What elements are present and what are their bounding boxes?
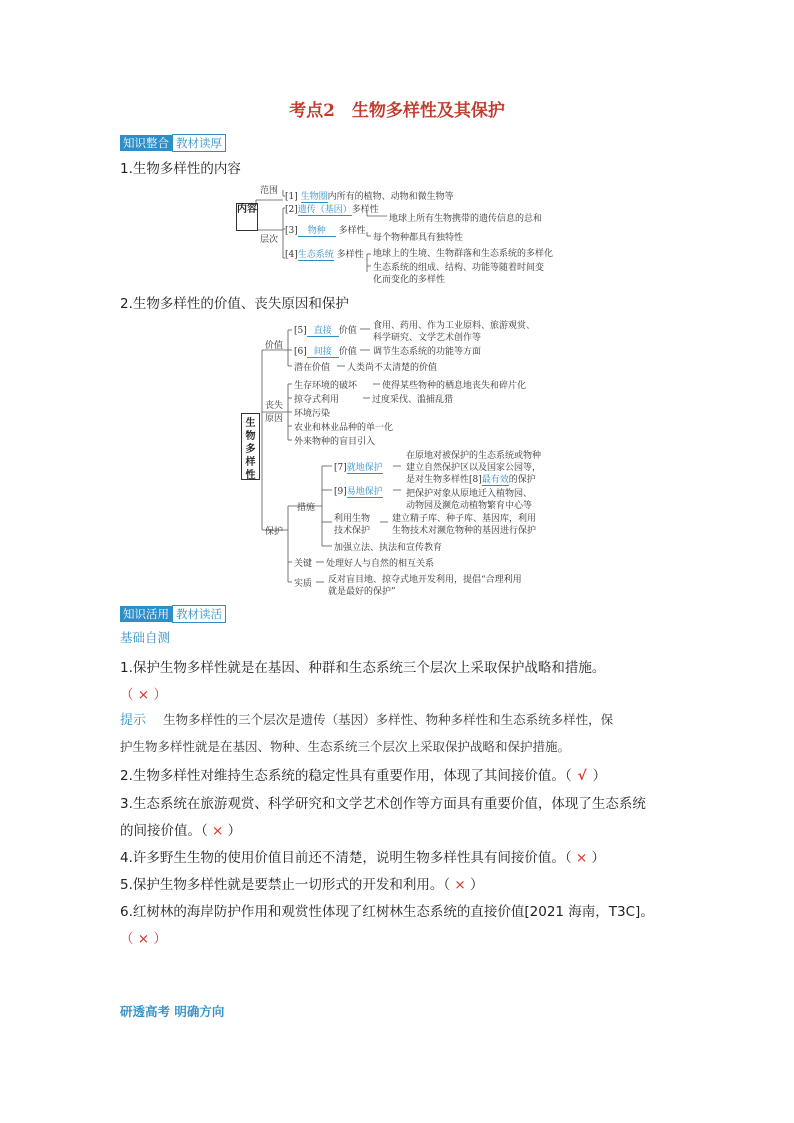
diagram2-value-6-desc: 调节生态系统的功能等方面 (373, 347, 482, 357)
diagram2-protect-label: 保护 (265, 527, 284, 537)
blank-number: [6] (294, 347, 307, 357)
diagram1-desc-4a: 地球上的生境、生物群落和生态系统的多样化 (373, 249, 554, 259)
diagram1-desc-3: 每个物种都具有独特性 (373, 233, 464, 243)
section-heading-value: 2.生物多样性的价值、丧失原因和保护 (120, 296, 349, 312)
diagram1-scope: 范围 (260, 186, 279, 196)
blank-answer: 就地保护 (347, 460, 383, 474)
item-text: 价值 (338, 347, 357, 357)
blank-answer: 生态系统 (298, 247, 334, 261)
diagram2-essence-desc-b: 就是最好的保护” (328, 587, 396, 597)
diagram2-root-label: 生物多样性 (245, 418, 256, 481)
diagram2-value-label: 价值 (265, 341, 284, 351)
check-mark: √ (577, 768, 587, 784)
blank-number: [1] (285, 192, 298, 202)
diagram2-loss-1: 生存环境的破坏 (294, 381, 358, 391)
diagram2-value-5-desc-a: 食用、药用、作为工业原料、旅游观赏、 (373, 321, 536, 331)
tag-primary: 知识整合 (120, 135, 172, 151)
diagram1-item-3 (285, 223, 366, 237)
hint-line-1 (120, 709, 613, 728)
section-heading-content: 1.生物多样性的内容 (120, 161, 241, 177)
question-5: 5.保护生物多样性就是要禁止一切形式的开发和利用。（ × ） (120, 877, 484, 893)
diagram2-measure-9-desc-b: 动物园及濒危动植物繁育中心等 (406, 501, 533, 511)
question-6: 6.红树林的海岸防护作用和观赏性体现了红树林生态系统的直接价值[2021 海南，T3C]。 (120, 904, 654, 920)
question-1-answer: （ × ） (120, 687, 167, 703)
diagram1-desc-4c: 化而变化的多样性 (373, 275, 446, 285)
question-6-answer: （ × ） (120, 931, 167, 947)
blank-answer: 直接 (307, 323, 339, 337)
diagram2-key-desc: 处理好人与自然的相互关系 (326, 559, 435, 569)
diagram2-essence-desc-a: 反对盲目地、掠夺式地开发利用，提倡“合理利用 (328, 575, 522, 585)
diagram2-law: 加强立法、执法和宣传教育 (334, 543, 443, 553)
tag-secondary: 教材读活 (172, 605, 226, 623)
question-2-end: ） (592, 768, 607, 784)
self-test-heading: 基础自测 (120, 630, 171, 645)
diagram2-loss-3: 环境污染 (294, 409, 331, 419)
hint-label: 提示 (120, 713, 147, 728)
diagram2-key: 关键 (294, 559, 313, 569)
item-text: 多样性 (336, 250, 364, 260)
item-text: 多样性 (351, 205, 379, 215)
diagram2-measure-7-desc-b: 建立自然保护区以及国家公园等， (406, 463, 542, 473)
item-text: 多样性 (338, 226, 366, 236)
diagram1-item-2 (285, 202, 379, 216)
page-title: 考点2 生物多样性及其保护 (289, 101, 505, 121)
diagram2-loss-2: 掠夺式利用 (294, 395, 340, 405)
diagram2-root (241, 413, 260, 480)
question-4: 4.许多野生生物的使用价值目前还不清楚，说明生物多样性具有间接价值。（ × ） (120, 850, 606, 866)
diagram1-desc-2: 地球上所有生物携带的遗传信息的总和 (389, 214, 543, 224)
diagram2-bio-desc-b: 生物技术对濒危物种的基因进行保护 (392, 526, 537, 536)
blank-number: [5] (294, 326, 307, 336)
diagram2-measure-7-desc-a: 在原地对被保护的生态系统或物种 (406, 451, 542, 461)
diagram2-essence: 实质 (294, 579, 313, 589)
item-text: 的保护 (508, 475, 536, 485)
blank-answer: 物种 (298, 223, 336, 237)
diagram1-level: 层次 (260, 235, 279, 245)
blank-answer: 易地保护 (347, 484, 383, 498)
diagram1-item-4 (285, 247, 364, 261)
hint-line-2: 护生物多样性就是在基因、物种、生态系统三个层次上采取保护战略和保护措施。 (120, 739, 571, 754)
question-2 (120, 764, 606, 784)
hint-text-1: 生物多样性的三个层次是遗传（基因）多样性、物种多样性和生态系统多样性，保 (163, 712, 614, 727)
blank-answer: 遗传（基因） (298, 202, 352, 216)
blank-number: [2] (285, 205, 298, 215)
diagram2-measure-7 (334, 460, 383, 474)
diagram2-loss-1-desc: 使得某些物种的栖息地丧失和碎片化 (382, 381, 527, 391)
section-tag-apply (120, 603, 226, 623)
blank-number: [9] (334, 487, 347, 497)
diagram2-measure-label: 措施 (297, 503, 316, 513)
question-2-text: 2.生物多样性对维持生态系统的稳定性具有重要作用，体现了其间接价值。（ (120, 768, 572, 784)
item-text: 内所有的植物、动物和微生物等 (327, 192, 454, 202)
diagram2-value-5-desc-b: 科学研究、文学艺术创作等 (373, 333, 482, 343)
diagram2-bio-a: 利用生物 (334, 514, 371, 524)
diagram2-loss-label: 丧失原因 (265, 401, 284, 424)
diagram2-loss-2-desc: 过度采伐、滥捕乱猎 (372, 395, 454, 405)
diagram1-root-label: 内容 (237, 204, 257, 215)
question-1: 1.保护生物多样性就是在基因、种群和生态系统三个层次上采取保护战略和措施。 (120, 660, 606, 676)
item-text: 是对生物多样性[8] (406, 475, 482, 485)
diagram2-bio-b: 技术保护 (334, 526, 371, 536)
diagram1-item-1 (285, 189, 454, 203)
diagram2-measure-9 (334, 484, 383, 498)
footer-heading: 研透高考 明确方向 (120, 1004, 225, 1019)
question-3-line-1: 3.生态系统在旅游观赏、科学研究和文学艺术创作等方面具有重要价值，体现了生态系统 (120, 796, 646, 812)
diagram2-measure-9-desc-a: 把保护对象从原地迁入植物园、 (406, 489, 533, 499)
blank-number: [7] (334, 463, 347, 473)
blank-answer: 间接 (307, 344, 339, 358)
diagram2-bio-desc-a: 建立精子库、种子库、基因库，利用 (392, 514, 537, 524)
blank-answer: 最有效 (482, 472, 509, 486)
tag-secondary: 教材读厚 (172, 134, 226, 152)
diagram2-value-6 (294, 344, 357, 358)
diagram2-measure-7-desc-c (406, 472, 536, 486)
diagram2-loss-5: 外来物种的盲目引入 (294, 437, 376, 447)
blank-number: [4] (285, 250, 298, 260)
diagram2-potential: 潜在价值 (294, 363, 331, 373)
diagram1-root (236, 203, 258, 231)
tag-primary: 知识活用 (120, 606, 172, 622)
diagram2-potential-desc: 人类尚不太清楚的价值 (347, 363, 438, 373)
diagram1-desc-4b: 生态系统的组成、结构、功能等随着时间变 (373, 263, 545, 273)
diagram2-loss-4: 农业和林业品种的单一化 (294, 423, 394, 433)
blank-answer: 生物圈 (301, 189, 328, 203)
blank-number: [3] (285, 226, 298, 236)
diagram2-value-5 (294, 323, 357, 337)
question-3-line-2: 的间接价值。（ × ） (120, 823, 242, 839)
item-text: 价值 (338, 326, 357, 336)
